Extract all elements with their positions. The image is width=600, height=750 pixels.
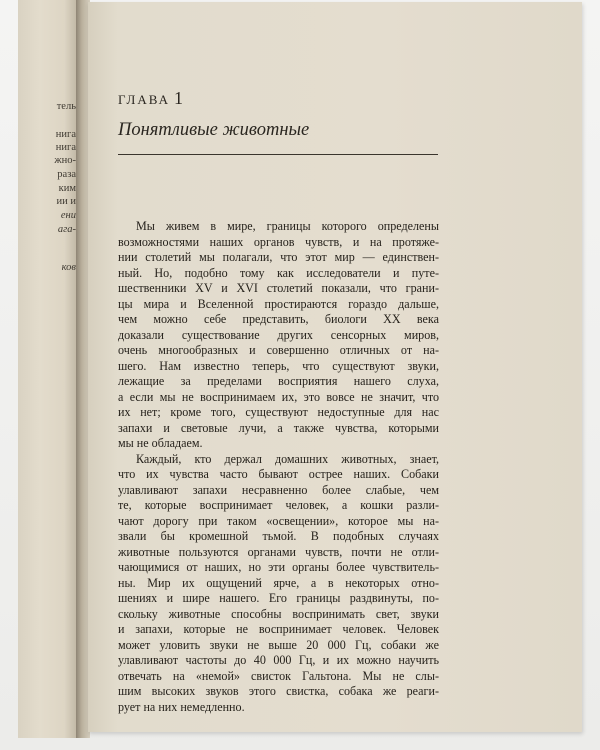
text-line: шим высоких звуков этого свистка, собака же реаги- [118,684,439,698]
text-line: ны. Мир их ощущений ярче, а в некоторых отно- [118,575,439,590]
text-line: улавливают частоты до 40 000 Гц, и их можно научить [118,653,439,667]
body-text [118,219,439,715]
text-line: может уловить звуки не выше 20 000 Гц, собаки же [118,637,439,652]
text-line: и запахи, которые не воспринимает человек. Человек [118,622,439,636]
text-line: возможностями наших органов чувств, и на протяже- [118,234,439,249]
text-line: рует на них немедленно. [118,699,245,714]
left-page-fragment: тель [56,101,76,112]
text-line: скольку животные способны воспринимать свет, звуки [118,606,439,621]
text-line: шественники XV и XVI столетий показали, что грани- [118,281,439,295]
left-page-fragment: ага- [57,224,76,235]
left-page-fragment: ким [58,183,76,194]
text-line: а если мы не воспринимаем их, это вовсе не значит, что [118,389,439,404]
text-line: отвечать на «немой» свисток Гальтона. Мы не слы- [118,668,439,683]
text-line: шениях и шире нашего. Его границы раздвинуты, по- [118,591,439,605]
text-line: улавливают запахи несравненно более слабые, чем [118,482,439,497]
text-line: их нет; кроме того, существуют недоступные для нас [118,405,439,419]
text-line: очень многообразных и совершенно отличных от на- [118,343,439,357]
text-line: животные пользуются органами чувств, почти не отли- [118,544,439,559]
chapter-number: 1 [173,88,183,108]
text-line: Мы живем в мире, границы которого определены [136,219,439,233]
text-line: нии столетий мы полагали, что этот мир — единствен- [118,250,439,264]
left-page-fragment: раза [57,169,76,180]
text-line: доказали существование других сенсорных миров, [118,327,439,342]
text-line: лежащие за пределами восприятия нашего слуха, [118,374,439,388]
left-page-fragment: ков [61,262,76,273]
left-page-fragment: нига [55,142,76,153]
left-page-fragment: нига [55,129,76,140]
chapter-title: Понятливые животные [118,120,310,140]
text-line: звали бы кромешной тьмой. В подобных случаях [118,529,439,543]
text-line: Каждый, кто держал домашних животных, знает, [136,451,439,466]
text-line: мы не обладаем. [118,436,203,450]
text-line: ный. Но, подобно тому как исследователи и путе- [118,265,439,280]
chapter-heading [118,88,183,109]
text-line: чают дорогу при таком «освещении», которое мы на- [118,513,439,528]
left-page-edge [18,0,80,738]
left-page-fragment: ени [60,210,76,221]
text-line: запахи и световые лучи, а также чувства, которыми [118,420,439,435]
text-line: чающимися от наших, но эти органы более чувствитель- [118,560,439,574]
title-rule [118,154,438,155]
chapter-label: ГЛАВА [118,92,170,107]
text-line: те, которые воспринимает человек, а кошки разли- [118,498,439,512]
text-line: цы мира и Вселенной простираются гораздо дальше, [118,296,439,311]
left-page-fragment: жно- [54,155,76,166]
text-line: чем можно себе представить, биологи XX века [118,312,439,326]
text-line: что их чувства часто бывают острее наших. Собаки [118,467,439,481]
text-line: шего. Нам известно теперь, что существуют звуки, [118,358,439,373]
left-page-fragment: ии и [56,196,76,207]
